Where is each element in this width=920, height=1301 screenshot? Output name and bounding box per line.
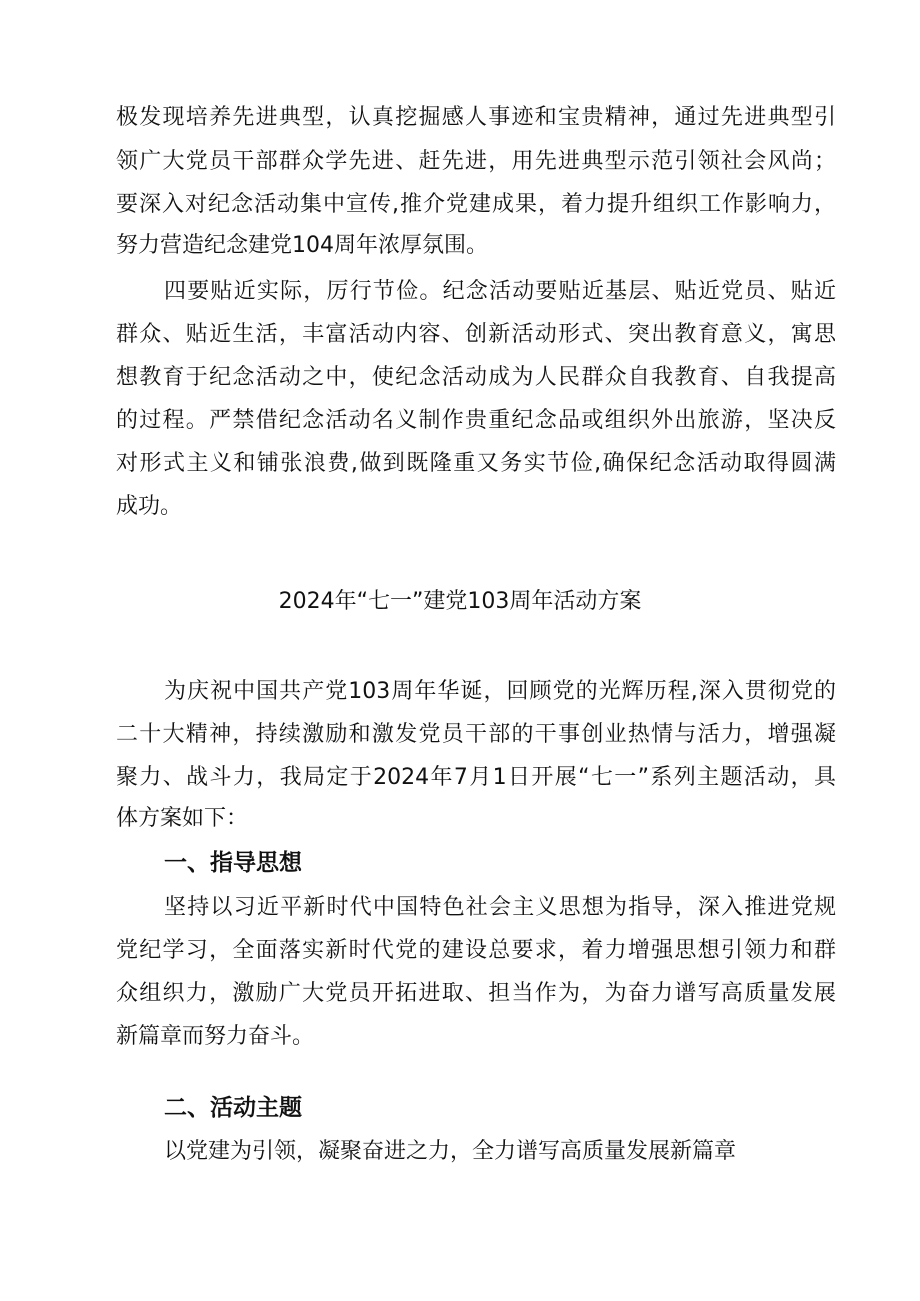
paragraph-line: 要深入对纪念活动集中宣传,推介党建成果，着力提升组织工作影响力， [116,192,836,217]
section-heading: 二、活动主题 [164,1095,302,1121]
paragraph-line: 聚力、战斗力，我局定于2024年7月1日开展“七一”系列主题活动，具 [116,765,836,790]
section-heading: 一、指导思想 [164,850,302,876]
paragraph-line: 以党建为引领，凝聚奋进之力，全力谱写高质量发展新篇章 [164,1139,737,1164]
paragraph-line: 体方案如下： [116,806,249,831]
paragraph-line: 极发现培养先进典型，认真挖掘感人事迹和宝贵精神，通过先进典型引 [116,105,836,130]
paragraph-line: 众组织力，激励广大党员开拓进取、担当作为，为奋力谱写高质量发展 [116,981,836,1006]
paragraph-line: 二十大精神，持续激励和激发党员干部的干事创业热情与活力，增强凝 [116,722,836,747]
paragraph-line: 群众、贴近生活，丰富活动内容、创新活动形式、突出教育意义，寓思 [116,322,836,347]
paragraph-line: 努力营造纪念建党104周年浓厚氛围。 [116,233,488,258]
paragraph-line: 坚持以习近平新时代中国特色社会主义思想为指导，深入推进党规 [164,895,836,920]
paragraph-line: 四要贴近实际，厉行节俭。纪念活动要贴近基层、贴近党员、贴近 [164,279,836,304]
paragraph-line: 新篇章而努力奋斗。 [116,1024,315,1049]
paragraph-line: 对形式主义和铺张浪费,做到既隆重又务实节俭,确保纪念活动取得圆满 [116,451,836,476]
paragraph-line: 领广大党员干部群众学先进、赶先进，用先进典型示范引领社会风尚； [116,149,836,174]
paragraph-line: 为庆祝中国共产党103周年华诞，回顾党的光辉历程,深入贯彻党的 [164,679,836,704]
paragraph-line: 成功。 [116,494,183,519]
paragraph-line: 想教育于纪念活动之中，使纪念活动成为人民群众自我教育、自我提高 [116,365,836,390]
document-title: 2024年“七一”建党103周年活动方案 [278,589,642,614]
paragraph-line: 党纪学习，全面落实新时代党的建设总要求，着力增强思想引领力和群 [116,938,836,963]
paragraph-line: 的过程。严禁借纪念活动名义制作贵重纪念品或组织外出旅游，坚决反 [116,408,836,433]
